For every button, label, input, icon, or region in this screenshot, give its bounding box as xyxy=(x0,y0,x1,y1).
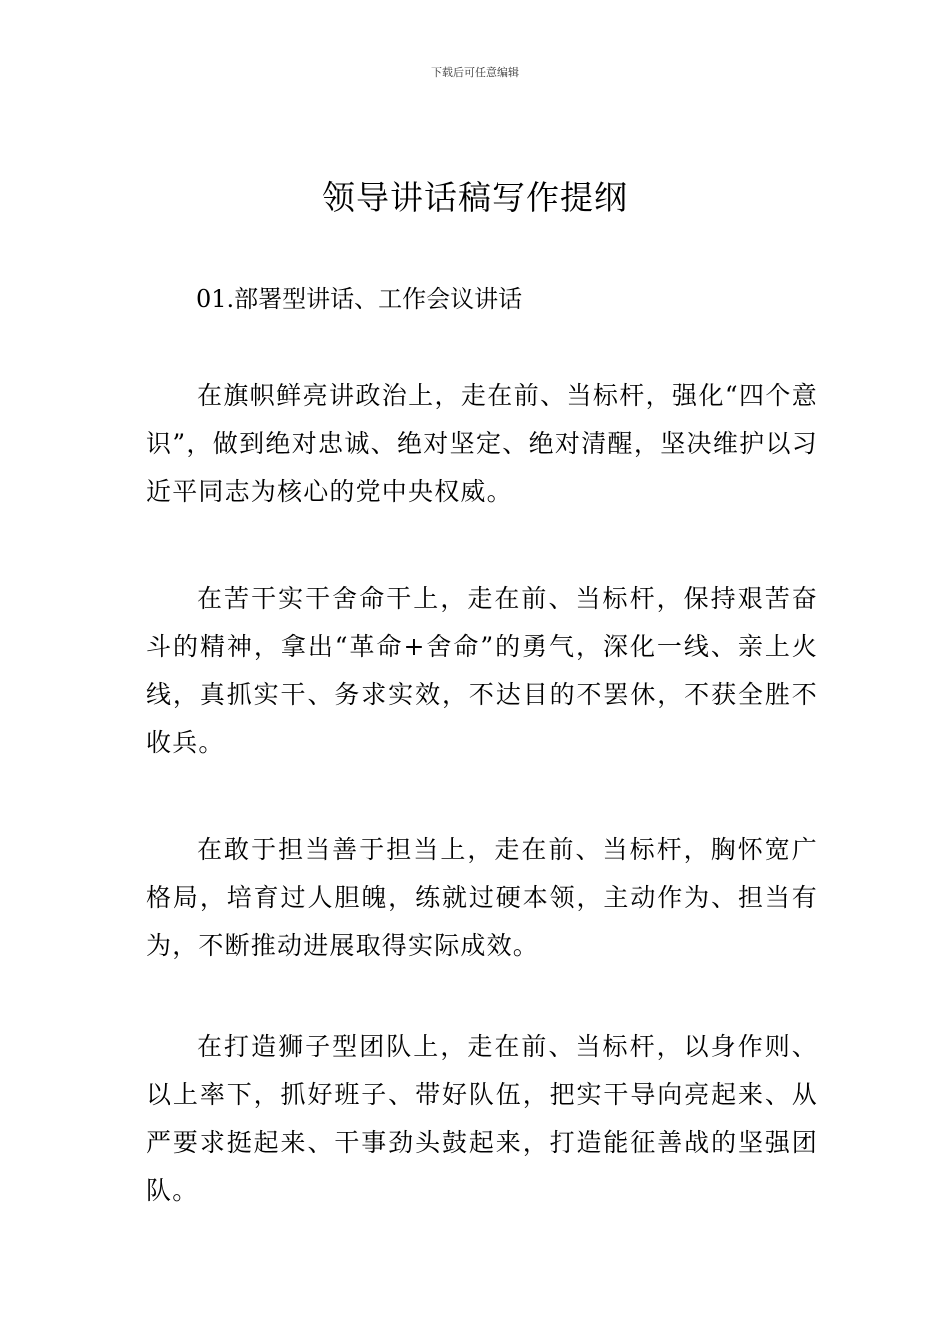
body-paragraph-3: 在敢于担当善于担当上，走在前、当标杆，胸怀宽广格局，培育过人胆魄，练就过硬本领，主动作为、担当有为，不断推动进展取得实际成效。 xyxy=(146,835,818,960)
body-paragraph-1: 在旗帜鲜亮讲政治上，走在前、当标杆，强化“四个意识”，做到绝对忠诚、绝对坚定、绝对清醒，坚决维护以习近平同志为核心的党中央权威。 xyxy=(146,381,818,506)
section-heading: 01.部署型讲话、工作会议讲话 xyxy=(196,285,523,313)
body-paragraph-2: 在苦干实干舍命干上，走在前、当标杆，保持艰苦奋斗的精神，拿出“革命+舍命”的勇气，深化一线、亲上火线，真抓实干、务求实效，不达目的不罢休，不获全胜不收兵。 xyxy=(146,584,818,757)
document-title: 领导讲话稿写作提纲 xyxy=(322,178,628,217)
body-paragraph-4: 在打造狮子型团队上，走在前、当标杆，以身作则、以上率下，抓好班子、带好队伍，把实干导向亮起来、从严要求挺起来、干事劲头鼓起来，打造能征善战的坚强团队。 xyxy=(146,1032,818,1205)
page-header-note: 下载后可任意编辑 xyxy=(431,66,519,79)
